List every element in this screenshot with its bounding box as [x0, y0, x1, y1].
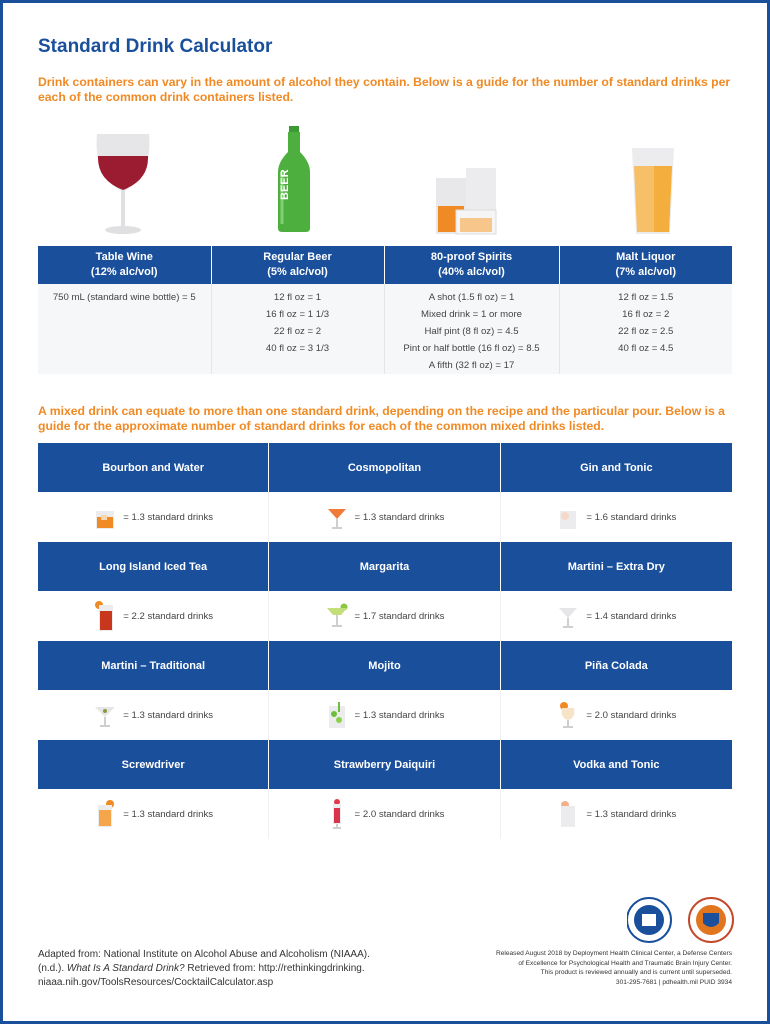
container-table — [38, 246, 732, 374]
mixed-drink-value: = 1.7 standard drinks — [354, 610, 445, 622]
containers-intro: Drink containers can vary in the amount of alcohol they contain. Below is a guide for the number of standard drinks per each of the common drink containers listed. — [38, 75, 731, 104]
citation-url: niaaa.nih.gov/ToolsResources/CocktailCalculator.asp — [38, 977, 274, 988]
container-values-malt: 12 fl oz = 1.5 16 fl oz = 2 22 fl oz = 2.5 40 fl oz = 4.5 — [559, 284, 732, 374]
dhcc-seal-icon — [627, 898, 671, 942]
mixed-drink-name: Long Island Iced Tea — [38, 542, 269, 591]
rocks-glass-icon — [93, 503, 117, 531]
mixed-drink-value-cell — [269, 591, 500, 641]
mixed-drinks-header-row — [38, 740, 732, 789]
mixed-drink-value-cell — [501, 690, 732, 740]
mixed-drink-name: Mojito — [269, 641, 500, 690]
mixed-drinks-grid — [38, 443, 732, 839]
mixed-drinks-value-row — [38, 789, 732, 839]
release-note: Released August 2018 by Deployment Health Clinical Center, a Defense Centers of Excellence for Psychological Health and Traumatic Brain Injury Center. This product is reviewed annually and is current until superseded. 301-295-7681 | pdhealth.mil PUID 3934 — [495, 950, 732, 986]
mixed-drink-value-cell — [501, 789, 732, 839]
mixed-drinks-header-row — [38, 443, 732, 492]
mixed-drink-name: Margarita — [269, 542, 500, 591]
container-values-wine: 750 mL (standard wine bottle) = 5 — [38, 284, 211, 374]
mixed-drink-value: = 1.4 standard drinks — [586, 610, 677, 622]
mixed-drink-value: = 1.3 standard drinks — [354, 511, 445, 523]
mixed-drink-name: Piña Colada — [584, 659, 648, 672]
mixed-drink-name: Gin and Tonic — [580, 461, 653, 474]
spirits-glasses-icon — [430, 120, 502, 245]
pina-colada-glass-icon — [556, 700, 580, 730]
mixed-drink-value-cell — [38, 492, 269, 542]
vodka-tonic-glass-icon — [556, 799, 580, 829]
mixed-drink-value-cell — [269, 690, 500, 740]
mixed-drink-value: = 2.2 standard drinks — [123, 610, 214, 622]
mixed-drink-name: Vodka and Tonic — [573, 758, 660, 771]
mixed-drink-value-cell — [269, 789, 500, 839]
mixed-drink-value: = 1.3 standard drinks — [586, 808, 677, 820]
defense-health-agency-seal-icon — [689, 898, 733, 942]
agency-seals — [627, 895, 737, 945]
mixed-drinks-value-row — [38, 591, 732, 641]
container-values-spirits: A shot (1.5 fl oz) = 1 Mixed drink = 1 or more Half pint (8 fl oz) = 4.5 Pint or half bottle (16 fl oz) = 8.5 A fifth (32 fl oz) = 17 — [384, 284, 559, 374]
beer-bottle-icon — [274, 120, 314, 245]
mixed-drink-value: = 2.0 standard drinks — [354, 808, 445, 820]
mixed-drink-value: = 1.3 standard drinks — [123, 808, 214, 820]
margarita-glass-icon — [325, 602, 349, 630]
container-values-beer: 12 fl oz = 1 16 fl oz = 1 1/3 22 fl oz = 2 40 fl oz = 3 1/3 — [211, 284, 384, 374]
container-header-beer: Regular Beer (5% alc/vol) — [211, 246, 384, 284]
mixed-drink-value: = 1.3 standard drinks — [354, 709, 445, 721]
mixed-drink-value-cell — [38, 690, 269, 740]
mojito-glass-icon — [325, 700, 349, 730]
source-citation: Adapted from: National Institute on Alcohol Abuse and Alcoholism (NIAAA). (n.d.). What Is A Standard Drink? Retrieved from: http://rethinkingdrinking. niaaa.nih.gov/ToolsResources/CocktailCalculator.asp — [38, 948, 388, 990]
mixed-drink-value-cell — [269, 492, 500, 542]
mixed-drink-value: = 1.6 standard drinks — [586, 511, 677, 523]
container-header-spirits: 80-proof Spirits (40% alc/vol) — [384, 246, 559, 284]
container-table-body — [38, 284, 732, 374]
tumbler-icon — [556, 503, 580, 531]
container-table-header — [38, 246, 732, 284]
cosmo-glass-icon — [325, 503, 349, 531]
mixed-drink-name: Bourbon and Water — [38, 443, 269, 492]
mixed-drink-value: = 2.0 standard drinks — [586, 709, 677, 721]
daiquiri-glass-icon — [325, 798, 349, 830]
mixed-drinks-header-row — [38, 641, 732, 690]
martini-glass-icon — [556, 602, 580, 630]
mixed-drink-value-cell — [501, 492, 732, 542]
martini-olive-icon — [93, 701, 117, 729]
mixed-drink-name: Martini – Extra Dry — [567, 560, 665, 573]
highball-icon — [93, 599, 117, 633]
mixed-drink-value-cell — [501, 591, 732, 641]
mixed-drink-value: = 1.3 standard drinks — [123, 511, 214, 523]
mixed-drinks-intro: A mixed drink can equate to more than one standard drink, depending on the recipe and the particular pour. Below is a guide for the approximate number of standard drinks for each of the common mixed drinks listed. — [38, 404, 725, 433]
mixed-drink-name: Strawberry Daiquiri — [269, 740, 500, 789]
malt-liquor-glass-icon — [628, 120, 678, 245]
beer-bottle-label: BEER — [279, 169, 291, 200]
container-header-wine: Table Wine (12% alc/vol) — [38, 246, 211, 284]
mixed-drink-name: Screwdriver — [38, 740, 269, 789]
container-header-malt: Malt Liquor (7% alc/vol) — [559, 246, 732, 284]
mixed-drink-value-cell — [38, 591, 269, 641]
screwdriver-glass-icon — [93, 799, 117, 829]
page-title: Standard Drink Calculator — [38, 36, 273, 57]
wine-glass-icon — [83, 120, 163, 245]
mixed-drinks-value-row — [38, 492, 732, 542]
mixed-drink-value: = 1.3 standard drinks — [123, 709, 214, 721]
mixed-drink-name: Martini – Traditional — [38, 641, 269, 690]
mixed-drink-name: Cosmopolitan — [269, 443, 500, 492]
mixed-drink-value-cell — [38, 789, 269, 839]
mixed-drinks-value-row — [38, 690, 732, 740]
mixed-drinks-header-row — [38, 542, 732, 591]
container-icons — [38, 120, 732, 245]
